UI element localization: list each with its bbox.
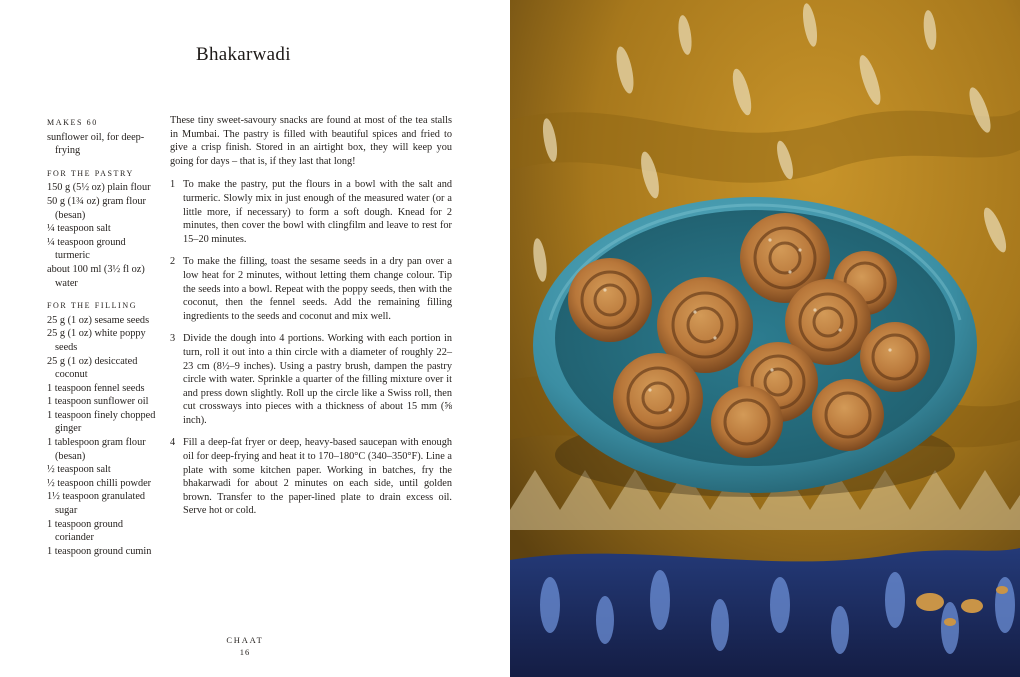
recipe-photo [510,0,1020,677]
ingredient-item: 1 tablespoon gram flour (besan) [47,437,146,462]
method-step [170,178,452,246]
oil-ingredient: sunflower oil, for deep-frying [47,131,145,157]
photo-illustration [510,0,1020,677]
recipe-intro: These tiny sweet-savoury snacks are found at most of the tea stalls in Mumbai. The pastry is filled with beautiful spices and fried to give a crisp finish. Stored in an airtight box, they will keep you going for days – that is, if they last that long! [170,115,452,167]
step-text: Fill a deep-fat fryer or deep, heavy-based saucepan with enough oil for deep-frying and heat it to 170–180°C (340–350°F). Line a plate with some kitchen paper. Working in batches, fry the bhakarwadi for about 2 minutes on each side, until golden brown. Transfer to the paper-lined plate to drain excess oil. Serve hot or cold. [183,437,452,517]
step-number: 1 [170,179,176,191]
ingredient-item: 25 g (1 oz) white poppy seeds [47,328,146,353]
step-text: Divide the dough into 4 portions. Working with each portion in turn, roll it out into a thin circle with a diameter of roughly 22–23 cm (8½–9 inches). Using a pastry brush, dampen the pastry circle with water. Sprinkle a quarter of the filling mixture over it and press down slightly. Roll up the circle like a Swiss roll, then cut crossways into pieces with a thickness of about 15 mm (⅝ inch). [183,333,452,426]
filling-heading: FOR THE FILLING [47,301,138,311]
recipe-title: Bhakarwadi [196,44,291,65]
ingredient-item: 50 g (1¾ oz) gram flour (besan) [47,195,146,221]
method-step [170,436,452,518]
filling-list [47,314,159,559]
ingredient-item: ¼ teaspoon salt [47,223,111,235]
section-name: CHAAT [226,635,264,645]
ingredient-item: ½ teaspoon salt [47,464,111,476]
method-column [170,114,452,527]
step-number: 2 [170,256,176,268]
pastry-heading: FOR THE PASTRY [47,168,134,178]
method-step [170,332,452,427]
ingredient-item: 150 g (5½ oz) plain flour [47,182,151,194]
ingredient-item: 25 g (1 oz) desiccated coconut [47,355,138,381]
ingredient-item: 25 g (1 oz) sesame seeds [47,314,150,326]
step-number: 3 [170,333,176,345]
page-number: 16 [239,647,251,657]
step-text: To make the filling, toast the sesame seeds in a dry pan over a low heat for 2 minutes, without letting them change colour. Tip the seeds into a bowl. Repeat with the poppy seeds, then with the coconut, then the fennel seeds. Add the remaining filling ingredients to the seeds and coconut and mix well. [183,256,452,322]
ingredient-item: ¼ teaspoon ground turmeric [47,236,126,262]
ingredient-item: about 100 ml (3½ fl oz) water [47,263,145,289]
ingredient-item: ½ teaspoon chilli powder [47,477,152,489]
ingredient-item: 1 teaspoon ground coriander [47,518,124,544]
makes-label: MAKES 60 [47,118,98,127]
pastry-list [47,181,159,290]
step-number: 4 [170,437,176,449]
step-text: To make the pastry, put the flours in a bowl with the salt and turmeric. Slowly mix in just enough of the measured water (or a little more, if necessary) to form a soft dough. Knead for 2 minutes, then cover the bowl with clingfilm and leave to rest for 15–20 minutes. [183,179,452,245]
page-footer [205,634,285,658]
ingredient-item: 1 teaspoon ground cumin [47,545,152,557]
ingredient-item: 1½ teaspoon granulated sugar [47,491,146,517]
ingredient-item: 1 teaspoon finely chopped ginger [47,409,156,435]
ingredients-column [47,116,159,558]
ingredient-item: 1 teaspoon fennel seeds [47,382,145,394]
ingredient-item: 1 teaspoon sunflower oil [47,396,149,408]
method-step [170,255,452,323]
